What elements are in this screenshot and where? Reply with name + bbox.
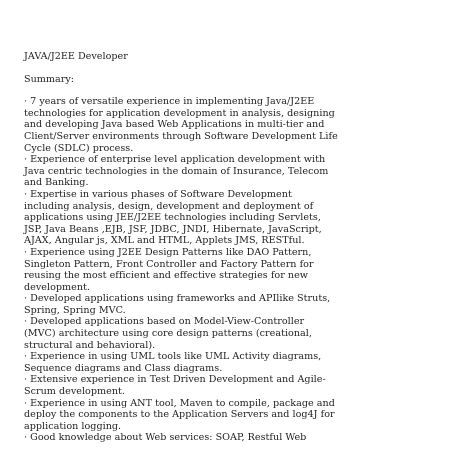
summary-bullet-list <box>24 96 436 444</box>
summary-bullet: · Developed applications based on Model-View-Controller (MVC) architecture using core design patterns (creational, structural and behavioral). <box>24 316 312 351</box>
summary-heading: Summary: <box>24 73 75 85</box>
summary-bullet: · Experience of enterprise level application development with Java centric technologies in the domain of Insurance, Telecom and Banking. <box>24 154 329 189</box>
summary-bullet: · Developed applications using frameworks and APIlike Struts, Spring, Spring MVC. <box>24 293 331 316</box>
document-title: JAVA/J2EE Developer <box>24 51 128 62</box>
summary-bullet: · Experience in using ANT tool, Maven to compile, package and deploy the components to the Application Servers and log4J for application logging. <box>24 397 335 432</box>
resume-page <box>24 51 436 444</box>
summary-bullet: · 7 years of versatile experience in implementing Java/J2EE technologies for application development in analysis, designing and developing Java based Web Applications in multi-tier and Client/Server environments through Software Development Life Cycle (SDLC) process. <box>24 96 338 154</box>
summary-bullet: · Experience using J2EE Design Patterns like DAO Pattern, Singleton Pattern, Front Controller and Factory Pattern for reusing the most efficient and effective strategies for new development. <box>24 246 314 293</box>
summary-bullet: · Good knowledge about Web services: SOAP, Restful Web <box>24 432 307 444</box>
summary-bullet: · Extensive experience in Test Driven Development and Agile- Scrum development. <box>24 374 326 398</box>
summary-bullet: · Expertise in various phases of Software Development including analysis, design, development and deployment of applications using JEE/J2EE technologies including Servlets, JSP, Java Beans ,EJB, JSF, JDBC, JNDI, Hibernate, JavaScript, AJAX, Angular js, XML and HTML, Applets JMS, RESTful. <box>24 188 322 247</box>
summary-bullet: · Experience in using UML tools like UML Activity diagrams, Sequence diagrams and Class diagrams. <box>24 351 322 374</box>
